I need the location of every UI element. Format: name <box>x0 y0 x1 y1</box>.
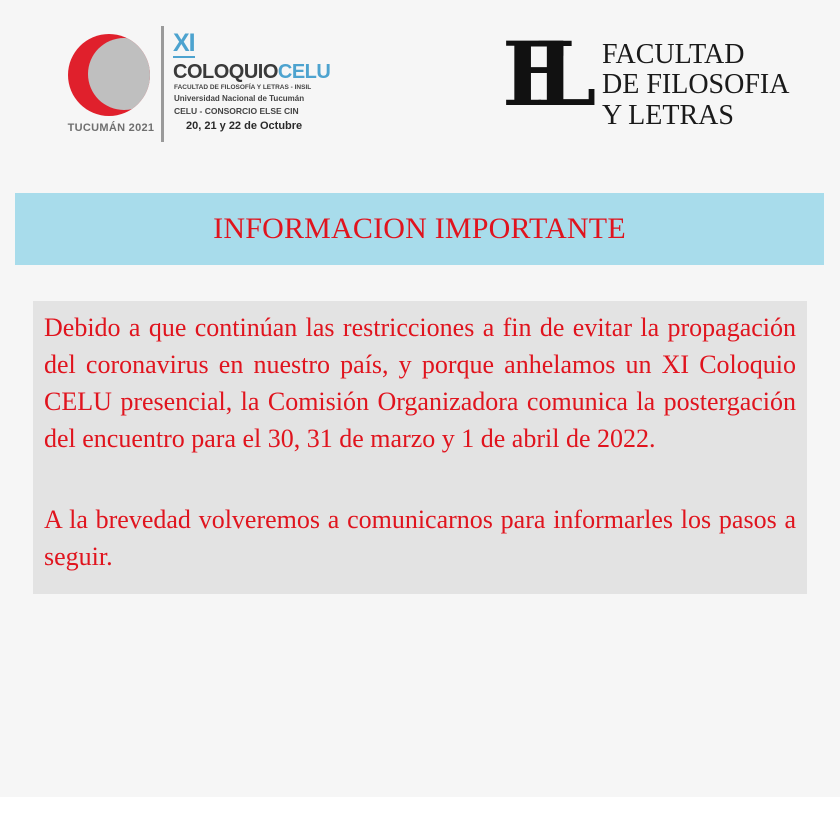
announcement-paragraph-1: Debido a que continúan las restricciones a fin de evitar la propagación del coronavirus en nuestro país, y porque anhelamos un XI Coloquio CELU presencial, la Comisión Organizadora comunica la postergación del encuentro para el 30, 31 de marzo y 1 de abril de 2022. <box>44 313 796 453</box>
logo-university-line: Universidad Nacional de Tucumán <box>174 94 305 103</box>
logo-divider <box>161 26 164 142</box>
logo-faculty-line: FACULTAD DE FILOSOFÍA Y LETRAS - INSIL <box>174 84 312 91</box>
logo-roman-numeral: XI <box>173 29 195 57</box>
moon-shadow <box>88 38 150 110</box>
crescent-moon-icon <box>68 34 150 116</box>
important-info-banner <box>15 193 824 265</box>
wordmark-coloquio: COLOQUIO <box>173 61 278 83</box>
logo-consortium-line: CELU - CONSORCIO ELSE CIN <box>174 106 299 116</box>
facultad-line-1: FACULTAD <box>602 39 745 70</box>
facultad-line-2: DE FILOSOFIA <box>602 69 790 100</box>
page-footer-strip <box>0 797 840 840</box>
logo-city-year: TUCUMÁN 2021 <box>67 122 155 134</box>
logo-dates-line: 20, 21 y 22 de Octubre <box>186 120 303 132</box>
logo-wordmark <box>173 62 330 82</box>
facultad-logo <box>500 22 800 136</box>
banner-title: INFORMACION IMPORTANTE <box>213 212 626 245</box>
facultad-line-3: Y LETRAS <box>602 100 734 131</box>
coloquio-celu-logo <box>56 24 356 146</box>
announcement-box <box>33 301 807 594</box>
fl-monogram-icon: FL <box>502 22 567 126</box>
wordmark-celu: CELU <box>277 61 331 83</box>
announcement-paragraph-2: A la brevedad volveremos a comunicarnos para informarles los pasos a seguir. <box>44 505 796 571</box>
